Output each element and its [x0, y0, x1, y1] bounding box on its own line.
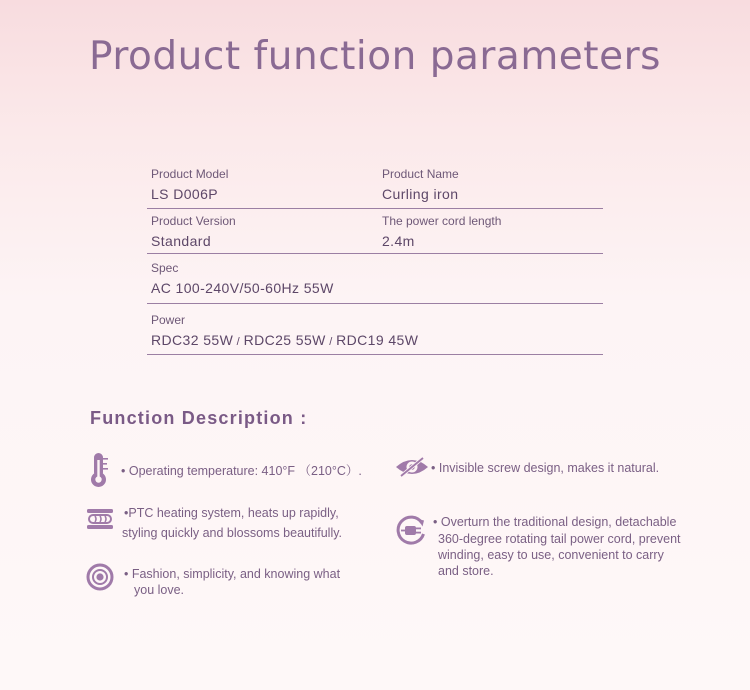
power-value	[151, 332, 418, 350]
power-value-rdc32: RDC32 55W	[151, 332, 234, 348]
spec-row-spec	[147, 254, 603, 304]
spec-table	[147, 165, 603, 355]
power-separator: /	[233, 336, 244, 348]
power-cord-length-label: The power cord length	[382, 214, 502, 228]
product-version-value: Standard	[151, 233, 212, 249]
product-name-value: Curling iron	[382, 186, 459, 202]
power-cord-length-value: 2.4m	[382, 233, 415, 249]
feature-text-line-1: •PTC heating system, heats up rapidly,	[124, 506, 339, 520]
product-version-label: Product Version	[151, 214, 236, 228]
feature-invisible-screw	[395, 456, 695, 486]
feature-text-line-1: • Fashion, simplicity, and knowing what	[124, 567, 341, 581]
feature-text: • Operating temperature: 410°F （210°C）.	[121, 464, 362, 478]
power-label: Power	[151, 313, 186, 327]
product-version-cell	[151, 209, 236, 249]
feature-text-line-2: styling quickly and blossoms beautifully.	[122, 526, 343, 540]
product-name-cell	[382, 165, 459, 202]
spec-row-model-name	[147, 165, 603, 209]
feature-ptc-heating	[86, 505, 376, 545]
thermometer-icon	[88, 452, 110, 488]
product-name-label: Product Name	[382, 167, 459, 181]
spec-row-power	[147, 304, 603, 355]
feature-text-line-4: and store.	[438, 564, 494, 578]
power-value-rdc25: RDC25 55W	[243, 332, 326, 348]
power-cell	[151, 304, 418, 350]
power-separator: /	[325, 336, 337, 348]
power-value-rdc19: RDC19 45W	[336, 332, 419, 348]
rotating-plug-icon	[395, 514, 427, 546]
spec-row-version-cord	[147, 209, 603, 254]
heating-coil-icon	[86, 508, 114, 530]
product-model-value: LS D006P	[151, 186, 219, 202]
feature-text-line-2: you love.	[134, 583, 185, 597]
product-model-cell	[151, 165, 228, 202]
target-icon	[86, 563, 114, 591]
feature-text-line-1: • Overturn the traditional design, detachable	[433, 515, 677, 529]
eye-slash-icon	[395, 456, 429, 478]
feature-text-line-2: 360-degree rotating tail power cord, prevent	[438, 532, 681, 546]
spec-value: AC 100-240V/50-60Hz 55W	[151, 280, 334, 296]
function-description-title: Function Description :	[90, 408, 308, 428]
feature-operating-temperature	[88, 452, 388, 492]
feature-text: • Invisible screw design, makes it natural.	[431, 461, 660, 475]
power-cord-length-cell	[382, 209, 501, 249]
spec-label: Spec	[151, 261, 179, 275]
feature-text-line-3: winding, easy to use, convenient to carry	[438, 548, 664, 562]
page-title: Product function parameters	[89, 34, 661, 79]
product-model-label: Product Model	[151, 167, 229, 181]
feature-rotating-cord	[395, 512, 705, 582]
feature-fashion-simplicity	[86, 563, 376, 603]
spec-cell	[151, 254, 334, 296]
